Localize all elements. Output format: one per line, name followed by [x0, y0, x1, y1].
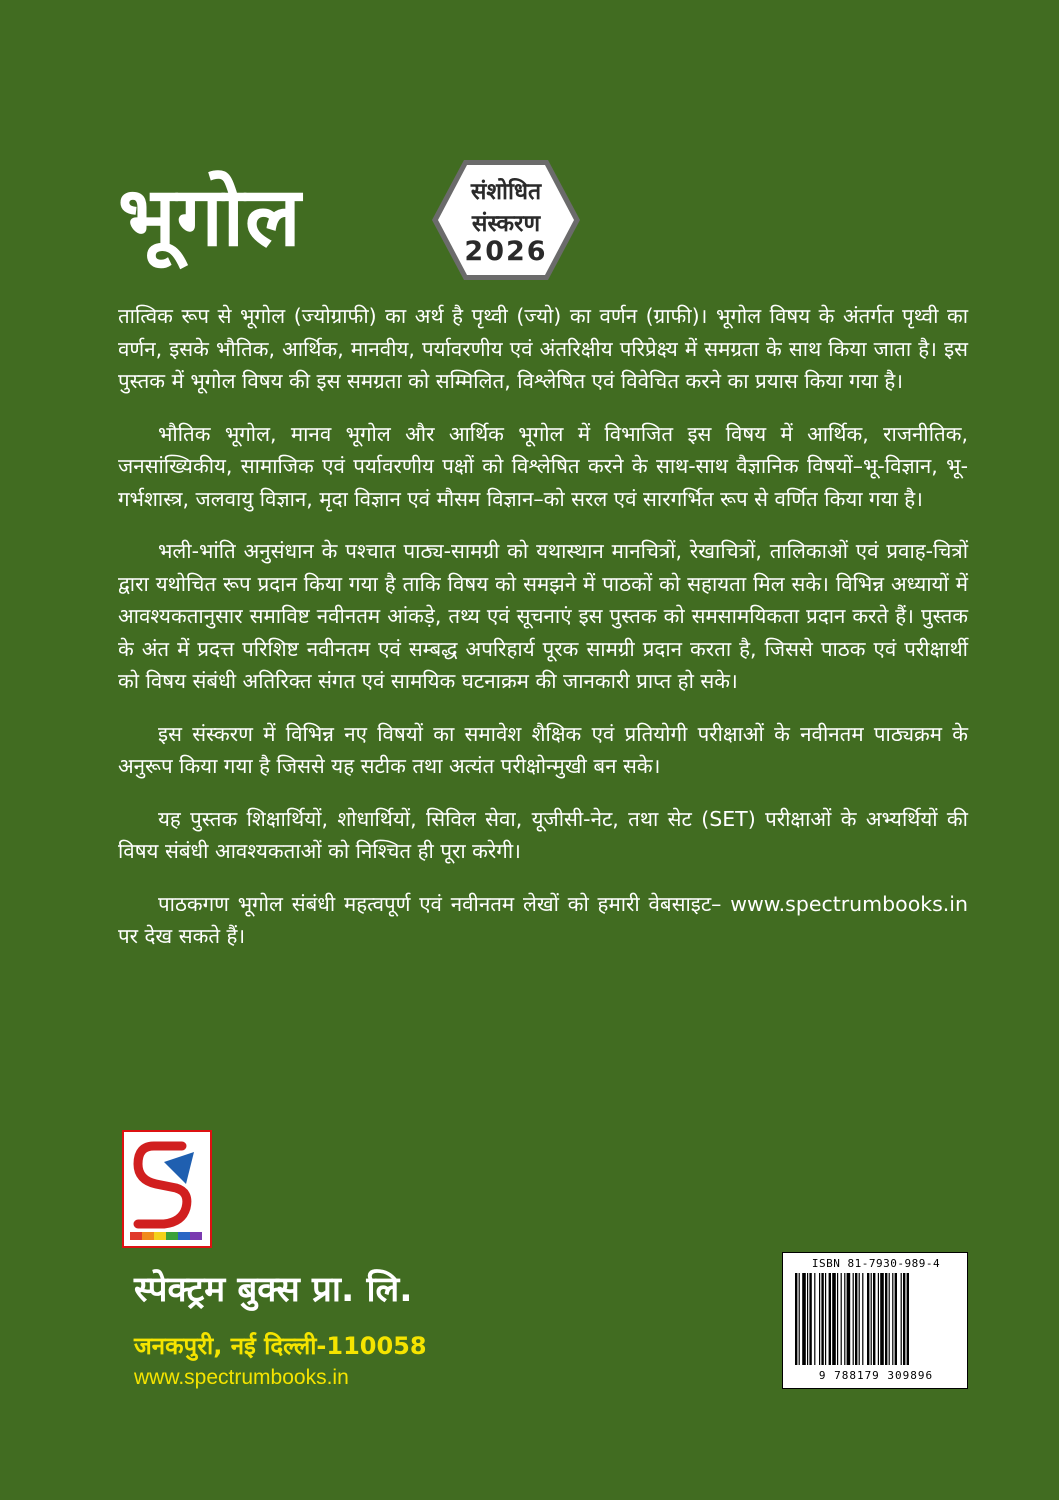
- isbn-barcode: [782, 1252, 968, 1389]
- barcode-bar: [844, 1273, 845, 1365]
- barcode-bar: [847, 1273, 851, 1365]
- publisher-address: जनकपुरी, नई दिल्ली-110058: [134, 1332, 427, 1360]
- barcode-bar: [859, 1273, 860, 1365]
- barcode-bar: [821, 1273, 823, 1365]
- barcode-bar: [814, 1273, 815, 1365]
- barcode-bar: [903, 1273, 905, 1365]
- barcode-bar: [885, 1273, 887, 1365]
- barcode-bar: [895, 1273, 897, 1365]
- book-title: भूगोल: [118, 170, 302, 265]
- barcode-bar: [825, 1273, 826, 1365]
- paragraph-1: तात्विक रूप से भूगोल (ज्योग्राफी) का अर्थ है पृथ्वी (ज्यो) का वर्णन (ग्राफी)। भूगोल विषय के अंतर्गत पृथ्वी का वर्णन, इसके भौतिक, आर्थिक, मानवीय, पर्यावरणीय एवं अंतरिक्षीय परिप्रेक्ष्य में समग्रता के साथ किया जाता है। इस पुस्तक में भूगोल विषय की इस समग्रता को सम्मिलित, विश्लेषित एवं विवेचित करने का प्रयास किया गया है।: [118, 304, 968, 393]
- barcode-bar: [807, 1273, 808, 1365]
- badge-line2: संस्करण: [471, 211, 541, 237]
- barcode-bar: [880, 1273, 884, 1365]
- paragraph-6: पाठकगण भूगोल संबंधी महत्वपूर्ण एवं नवीनतम लेखों को हमारी वेबसाइट– www.spectrumbooks.in पर देख सकते हैं।: [118, 891, 968, 948]
- barcode-bar: [862, 1273, 863, 1365]
- revised-edition-badge: [430, 158, 582, 282]
- publisher-name: स्पेक्ट्रम बुक्स प्रा. लि.: [134, 1270, 413, 1310]
- barcode-bar: [901, 1273, 902, 1365]
- paragraph-5: यह पुस्तक शिक्षार्थियों, शोधार्थियों, सिविल सेवा, यूजीसी-नेट, तथा सेट (SET) परीक्षाओं के अभ्यर्थियों की विषय संबंधी आवश्यकताओं को निश्चित ही पूरा करेगी।: [118, 806, 968, 863]
- publisher-website: www.spectrumbooks.in: [134, 1366, 349, 1389]
- paragraph-3: भली-भांति अनुसंधान के पश्चात पाठ्य-सामग्री को यथास्थान मानचित्रों, रेखाचित्रों, तालिकाओं एवं प्रवाह-चित्रों द्वारा यथोचित रूप प्रदान किया गया है ताकि विषय को समझने में पाठकों को सहायता मिल सके। विभिन्न अध्यायों में आवश्यकतानुसार समाविष्ट नवीनतम आंकड़े, तथ्य एवं सूचनाएं इस पुस्तक को समसामयिकता प्रदान करते हैं। पुस्तक के अंत में प्रदत्त परिशिष्ट नवीनतम एवं सम्बद्ध अपरिहार्य पूरक सामग्री प्रदान करता है, जिससे पाठक एवं परीक्षार्थी को विषय संबंधी अतिरिक्त संगत एवं सामयिक घटनाक्रम की जानकारी प्राप्त हो सके।: [118, 539, 968, 693]
- barcode-bar: [867, 1273, 869, 1365]
- barcode-bar: [841, 1273, 842, 1365]
- barcode-bar: [799, 1273, 800, 1365]
- barcode-bar: [832, 1273, 836, 1365]
- spectrum-logo-icon: [122, 1130, 212, 1248]
- barcode-bar: [892, 1273, 893, 1365]
- badge-line1: संशोधित: [470, 179, 542, 205]
- barcode-bar: [829, 1273, 831, 1365]
- barcode-bar: [878, 1273, 879, 1365]
- barcode-bar: [795, 1273, 797, 1365]
- ean-text: 9 788179 309896: [818, 1369, 934, 1382]
- barcode-bar: [837, 1273, 838, 1365]
- barcode-bar: [907, 1273, 909, 1365]
- barcode-bar: [853, 1273, 854, 1365]
- barcode-bar: [855, 1273, 857, 1365]
- isbn-text: ISBN 81-7930-989-4: [811, 1257, 941, 1270]
- barcode-bar: [819, 1273, 820, 1365]
- barcode-bar: [873, 1273, 875, 1365]
- badge-year: 2026: [464, 236, 548, 267]
- barcode-bars: [793, 1273, 959, 1367]
- description-body: [118, 300, 968, 973]
- barcode-bar: [871, 1273, 872, 1365]
- barcode-bar: [889, 1273, 890, 1365]
- barcode-bar: [802, 1273, 806, 1365]
- paragraph-2: भौतिक भूगोल, मानव भूगोल और आर्थिक भूगोल में विभाजित इस विषय में आर्थिक, राजनीतिक, जनसांख्यिकीय, सामाजिक एवं पर्यावरणीय पक्षों को विश्लेषित करने के साथ-साथ वैज्ञानिक विषयों–भू-विज्ञान, भू-गर्भशास्त्र, जलवायु विज्ञान, मृदा विज्ञान एवं मौसम विज्ञान–को सरल एवं सारगर्भित रूप से वर्णित किया गया है।: [118, 421, 968, 511]
- barcode-bar: [809, 1273, 811, 1365]
- paragraph-4: इस संस्करण में विभिन्न नए विषयों का समावेश शैक्षिक एवं प्रतियोगी परीक्षाओं के नवीनतम पाठ्यक्रम के अनुरूप किया गया है जिससे यह सटीक तथा अत्यंत परीक्षोन्मुखी बन सके।: [118, 721, 968, 778]
